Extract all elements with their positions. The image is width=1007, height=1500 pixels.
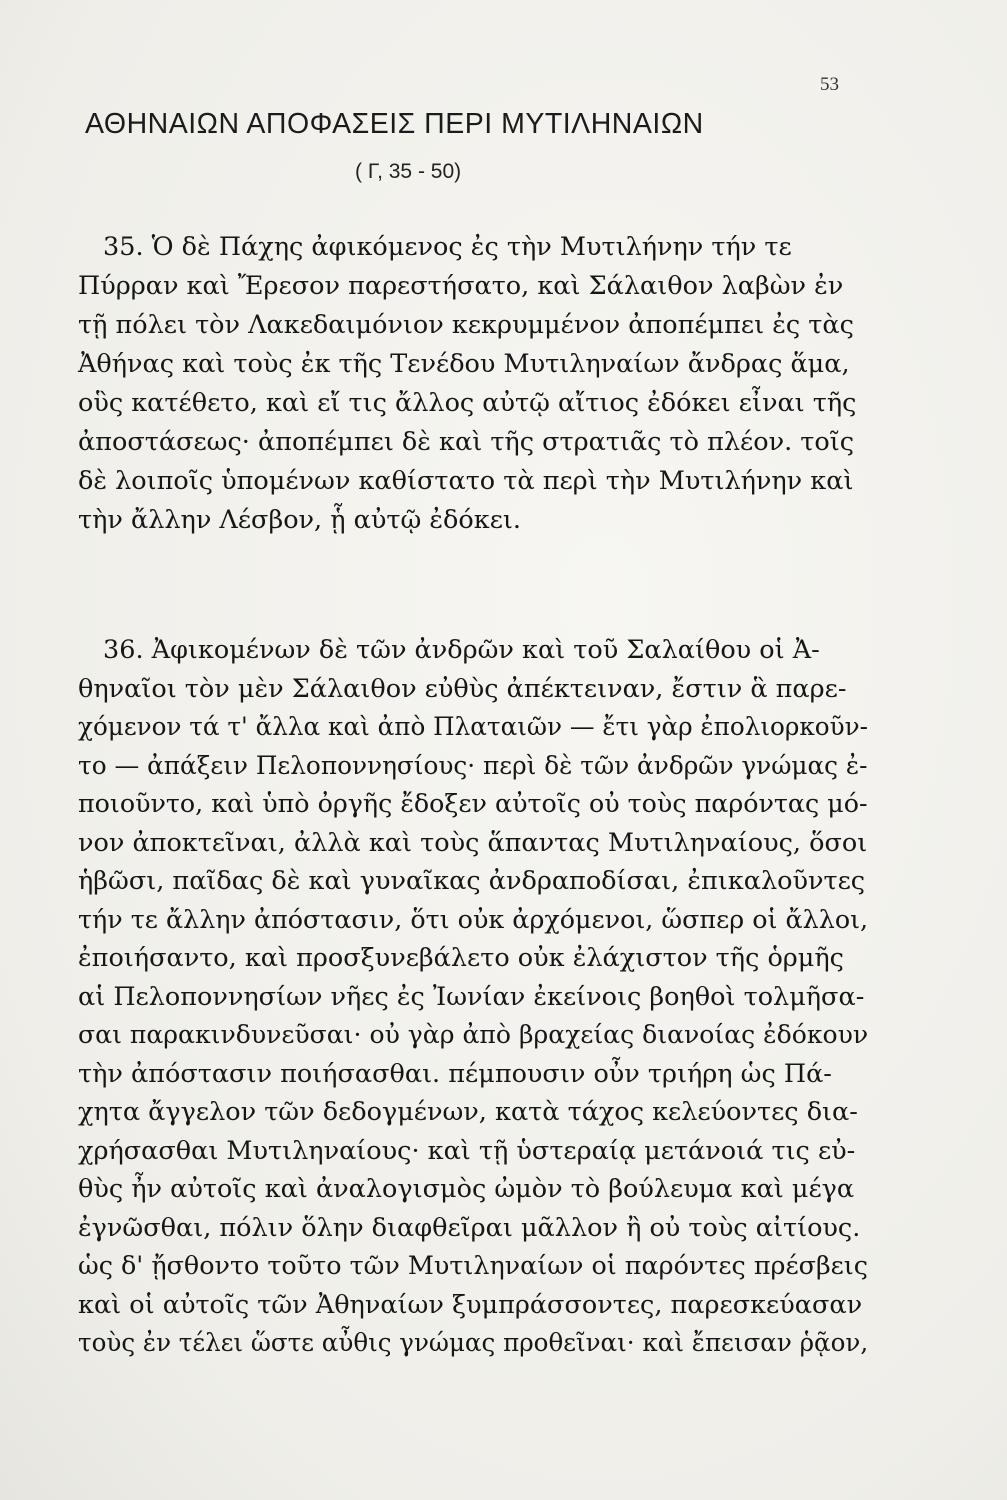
text-line: τὴν ἄλλην Λέσβον, ᾗ αὐτῷ ἐδόκει. (78, 505, 522, 535)
text-line: τῇ πόλει τὸν Λακεδαιμόνιον κεκρυμμένον ἀποπέμπει ἐς τὰς (78, 310, 854, 340)
chapter-reference: ( Γ, 35 - 50) (355, 160, 462, 183)
text-line: θὺς ἦν αὐτοῖς καὶ ἀναλογισμὸς ὠμὸν τὸ βούλευμα καὶ μέγα (78, 1174, 855, 1204)
text-line: νον ἀποκτεῖναι, ἀλλὰ καὶ τοὺς ἅπαντας Μυτιληναίους, ὅσοι (78, 827, 868, 858)
text-line: Πύρραν καὶ Ἔρεσον παρεστήσατο, καὶ Σάλαιθον λαβὼν ἐν (78, 271, 844, 301)
text-line: 35. Ὁ δὲ Πάχης ἀφικόμενος ἐς τὴν Μυτιλήνην τήν τε (103, 232, 792, 262)
text-line: το — ἀπάξειν Πελοποννησίους· περὶ δὲ τῶν ἀνδρῶν γνώμας ἐ- (78, 750, 868, 781)
text-line: τὴν ἀπόστασιν ποιήσασθαι. πέμπουσιν οὖν τριήρη ὡς Πά- (78, 1058, 832, 1089)
text-line: ἐποιήσαντο, καὶ προσξυνεβάλετο οὐκ ἐλάχιστον τῆς ὁρμῆς (78, 943, 844, 973)
text-line: χητα ἄγγελον τῶν δεδογμένων, κατὰ τάχος κελεύοντες δια- (78, 1097, 858, 1127)
text-line: Ἀθήνας καὶ τοὺς ἐκ τῆς Τενέδου Μυτιληναίων ἄνδρας ἅμα, (78, 349, 850, 379)
text-line: τοὺς ἐν τέλει ὥστε αὖθις γνώμας προθεῖναι· καὶ ἔπεισαν ῥᾷον, (78, 1328, 869, 1358)
text-line: δὲ λοιποῖς ὑπομένων καθίστατο τὰ περὶ τὴν Μυτιλήνην καὶ (78, 466, 854, 496)
text-line: σαι παρακινδυνεῦσαι· οὐ γὰρ ἀπὸ βραχείας διανοίας ἐδόκουν (78, 1020, 869, 1050)
text-line: χόμενον τά τ' ἄλλα καὶ ἀπὸ Πλαταιῶν — ἔτι γὰρ ἐπολιορκοῦν- (78, 712, 868, 742)
text-line: αἱ Πελοποννησίων νῆες ἐς Ἰωνίαν ἐκείνοις βοηθοὶ τολμῆσα- (78, 981, 865, 1012)
text-line: χρήσασθαι Μυτιληναίους· καὶ τῇ ὑστεραίᾳ μετάνοιά τις εὐ- (78, 1135, 856, 1166)
text-line: οὓς κατέθετο, καὶ εἴ τις ἄλλος αὐτῷ αἴτιος ἐδόκει εἶναι τῆς (78, 388, 857, 418)
text-line: θηναῖοι τὸν μὲν Σάλαιθον εὐθὺς ἀπέκτειναν, ἔστιν ἃ παρε- (78, 673, 847, 704)
chapter-title: ΑΘΗΝΑΙΩΝ ΑΠΟΦΑΣΕΙΣ ΠΕΡΙ ΜΥΤΙΛΗΝΑΙΩΝ (85, 108, 704, 140)
text-line: καὶ οἱ αὐτοῖς τῶν Ἀθηναίων ξυμπράσσοντες, παρεσκεύασαν (78, 1289, 863, 1320)
text-line: ἡβῶσι, παῖδας δὲ καὶ γυναῖκας ἀνδραποδίσαι, ἐπικαλοῦντες (78, 866, 866, 896)
text-line: ποιοῦντο, καὶ ὑπὸ ὀργῆς ἔδοξεν αὐτοῖς οὐ τοὺς παρόντας μό- (78, 789, 868, 819)
text-line: 36. Ἀφικομένων δὲ τῶν ἀνδρῶν καὶ τοῦ Σαλαίθου οἱ Ἀ- (103, 635, 820, 665)
text-line: ἐγνῶσθαι, πόλιν ὅλην διαφθεῖραι μᾶλλον ἢ οὐ τοὺς αἰτίους. (78, 1212, 861, 1243)
text-line: ὡς δ' ᾔσθοντο τοῦτο τῶν Μυτιληναίων οἱ παρόντες πρέσβεις (78, 1251, 869, 1281)
text-line: ἀποστάσεως· ἀποπέμπει δὲ καὶ τῆς στρατιᾶς τὸ πλέον. τοῖς (78, 427, 855, 457)
page-number: 53 (820, 74, 839, 95)
text-line: τήν τε ἄλλην ἀπόστασιν, ὅτι οὐκ ἀρχόμενοι, ὥσπερ οἱ ἄλλοι, (78, 904, 869, 935)
